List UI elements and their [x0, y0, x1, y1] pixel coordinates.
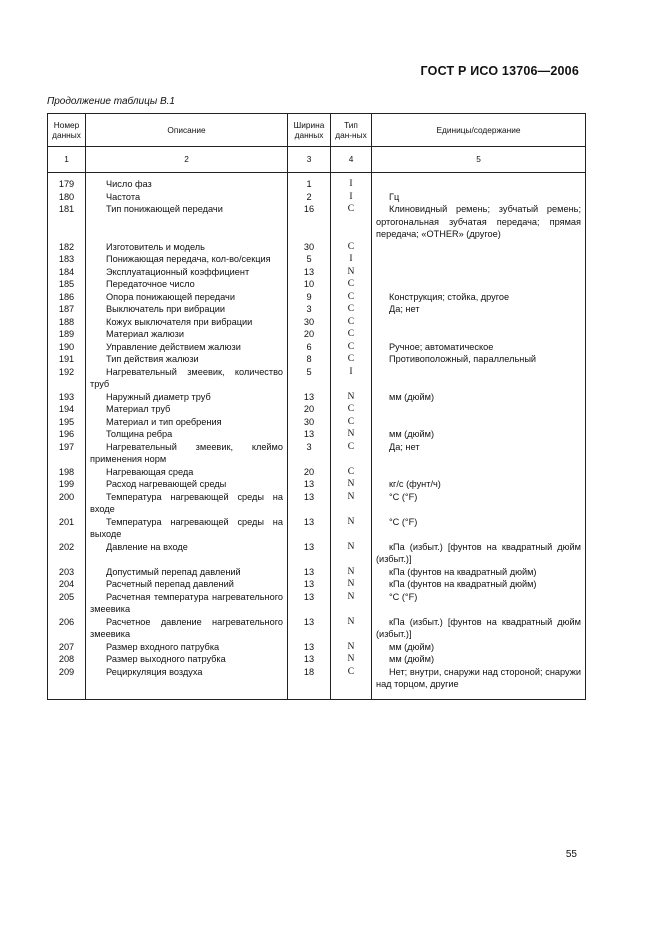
row-units: Конструкция; стойка, другое: [372, 291, 586, 304]
row-number: 196: [48, 428, 86, 441]
row-type: N: [331, 428, 372, 441]
row-units: [372, 416, 586, 429]
row-description: Нагревательный змеевик, количество труб: [86, 366, 288, 391]
header-type: Тип дан-ных: [331, 114, 372, 147]
row-width: 30: [288, 241, 331, 254]
row-number: 209: [48, 666, 86, 700]
row-description: Расчетная температура нагревательного змеевика: [86, 591, 288, 616]
row-width: 13: [288, 391, 331, 404]
row-type: C: [331, 341, 372, 354]
row-units: Клиновидный ремень; зубчатый ремень; ортогональная зубчатая передача; прямая передача; «OTHER» (другое): [372, 203, 586, 241]
row-type: I: [331, 191, 372, 204]
row-number: 186: [48, 291, 86, 304]
row-type: N: [331, 478, 372, 491]
table-row: [48, 328, 586, 341]
row-type: I: [331, 178, 372, 191]
table-row: [48, 516, 586, 541]
row-number: 193: [48, 391, 86, 404]
header-row: [48, 114, 586, 147]
row-description: Число фаз: [86, 178, 288, 191]
row-width: 30: [288, 416, 331, 429]
row-number: 200: [48, 491, 86, 516]
column-number: 2: [86, 147, 288, 173]
table-row: [48, 478, 586, 491]
table-row: [48, 303, 586, 316]
row-description: Кожух выключателя при вибрации: [86, 316, 288, 329]
row-units: [372, 278, 586, 291]
row-units: °C (°F): [372, 516, 586, 541]
table-row: [48, 353, 586, 366]
row-units: мм (дюйм): [372, 391, 586, 404]
column-number: 1: [48, 147, 86, 173]
row-number: 190: [48, 341, 86, 354]
row-width: 13: [288, 491, 331, 516]
row-type: C: [331, 278, 372, 291]
row-width: 1: [288, 178, 331, 191]
row-type: N: [331, 516, 372, 541]
row-width: 18: [288, 666, 331, 700]
row-number: 201: [48, 516, 86, 541]
table-row: [48, 616, 586, 641]
row-number: 187: [48, 303, 86, 316]
row-description: Материал и тип оребрения: [86, 416, 288, 429]
row-units: [372, 466, 586, 479]
row-type: C: [331, 203, 372, 241]
row-type: C: [331, 291, 372, 304]
row-width: 13: [288, 578, 331, 591]
row-description: Толщина ребра: [86, 428, 288, 441]
row-width: 5: [288, 366, 331, 391]
data-table: [47, 113, 586, 700]
row-description: Температура нагревающей среды на выходе: [86, 516, 288, 541]
row-width: 13: [288, 516, 331, 541]
row-type: C: [331, 403, 372, 416]
row-units: мм (дюйм): [372, 653, 586, 666]
row-type: N: [331, 616, 372, 641]
row-number: 197: [48, 441, 86, 466]
table-row: [48, 366, 586, 391]
table-row: [48, 653, 586, 666]
row-description: Материал труб: [86, 403, 288, 416]
row-units: кПа (фунтов на квадратный дюйм): [372, 566, 586, 579]
table-row: [48, 591, 586, 616]
row-width: 3: [288, 303, 331, 316]
row-number: 192: [48, 366, 86, 391]
row-number: 206: [48, 616, 86, 641]
row-width: 5: [288, 253, 331, 266]
row-units: кПа (избыт.) [фунтов на квадратный дюйм (избыт.)]: [372, 541, 586, 566]
row-number: 181: [48, 203, 86, 241]
row-number: 191: [48, 353, 86, 366]
row-type: N: [331, 653, 372, 666]
row-type: N: [331, 541, 372, 566]
row-type: C: [331, 303, 372, 316]
row-number: 194: [48, 403, 86, 416]
row-type: N: [331, 566, 372, 579]
row-width: 2: [288, 191, 331, 204]
row-units: [372, 266, 586, 279]
table-row: [48, 316, 586, 329]
table-row: [48, 641, 586, 654]
row-number: 182: [48, 241, 86, 254]
row-description: Материал жалюзи: [86, 328, 288, 341]
header-num: Номер данных: [48, 114, 86, 147]
row-number: 179: [48, 178, 86, 191]
row-type: N: [331, 491, 372, 516]
row-type: C: [331, 666, 372, 700]
row-number: 184: [48, 266, 86, 279]
table-row: [48, 253, 586, 266]
row-description: Допустимый перепад давлений: [86, 566, 288, 579]
row-description: Тип действия жалюзи: [86, 353, 288, 366]
row-type: N: [331, 391, 372, 404]
row-number: 199: [48, 478, 86, 491]
row-type: C: [331, 316, 372, 329]
row-number: 208: [48, 653, 86, 666]
table-header: [48, 114, 586, 173]
row-width: 13: [288, 591, 331, 616]
table-row: [48, 278, 586, 291]
table-row: [48, 178, 586, 191]
table-row: [48, 428, 586, 441]
row-number: 202: [48, 541, 86, 566]
row-units: Да; нет: [372, 303, 586, 316]
row-type: C: [331, 416, 372, 429]
row-width: 13: [288, 266, 331, 279]
table-row: [48, 241, 586, 254]
row-description: Наружный диаметр труб: [86, 391, 288, 404]
table-row: [48, 341, 586, 354]
row-description: Частота: [86, 191, 288, 204]
table-row: [48, 441, 586, 466]
table-caption: Продолжение таблицы В.1: [47, 96, 175, 107]
row-description: Расчетное давление нагревательного змеевика: [86, 616, 288, 641]
page-number: 55: [565, 849, 577, 860]
row-description: Нагревательный змеевик, клеймо применения норм: [86, 441, 288, 466]
row-type: C: [331, 441, 372, 466]
table-row: [48, 291, 586, 304]
row-description: Понижающая передача, кол-во/секция: [86, 253, 288, 266]
row-description: Давление на входе: [86, 541, 288, 566]
row-type: I: [331, 253, 372, 266]
row-units: °C (°F): [372, 491, 586, 516]
row-description: Размер входного патрубка: [86, 641, 288, 654]
row-number: 195: [48, 416, 86, 429]
row-description: Тип понижающей передачи: [86, 203, 288, 241]
table-row: [48, 666, 586, 700]
row-units: [372, 403, 586, 416]
row-units: мм (дюйм): [372, 641, 586, 654]
row-type: N: [331, 266, 372, 279]
row-units: [372, 328, 586, 341]
row-number: 198: [48, 466, 86, 479]
table-row: [48, 541, 586, 566]
row-width: 10: [288, 278, 331, 291]
row-type: C: [331, 353, 372, 366]
row-width: 16: [288, 203, 331, 241]
column-number: 3: [288, 147, 331, 173]
row-description: Изготовитель и модель: [86, 241, 288, 254]
row-description: Расход нагревающей среды: [86, 478, 288, 491]
table-row: [48, 391, 586, 404]
row-units: кПа (фунтов на квадратный дюйм): [372, 578, 586, 591]
row-description: Размер выходного патрубка: [86, 653, 288, 666]
row-width: 13: [288, 428, 331, 441]
row-type: N: [331, 641, 372, 654]
row-description: Выключатель при вибрации: [86, 303, 288, 316]
row-number: 183: [48, 253, 86, 266]
row-units: мм (дюйм): [372, 428, 586, 441]
row-number: 188: [48, 316, 86, 329]
row-units: [372, 241, 586, 254]
row-units: Гц: [372, 191, 586, 204]
row-type: N: [331, 591, 372, 616]
table-row: [48, 203, 586, 241]
row-description: Нагревающая среда: [86, 466, 288, 479]
row-units: [372, 178, 586, 191]
table-row: [48, 416, 586, 429]
column-number: 4: [331, 147, 372, 173]
row-description: Эксплуатационный коэффициент: [86, 266, 288, 279]
row-type: C: [331, 241, 372, 254]
header-width: Ширина данных: [288, 114, 331, 147]
row-units: Нет; внутри, снаружи над стороной; снаружи над торцом, другие: [372, 666, 586, 700]
table-row: [48, 266, 586, 279]
row-number: 204: [48, 578, 86, 591]
row-width: 13: [288, 616, 331, 641]
row-number: 180: [48, 191, 86, 204]
standard-title: ГОСТ Р ИСО 13706—2006: [420, 64, 579, 78]
row-units: Противоположный, параллельный: [372, 353, 586, 366]
row-number: 189: [48, 328, 86, 341]
row-width: 13: [288, 478, 331, 491]
row-units: [372, 253, 586, 266]
row-width: 9: [288, 291, 331, 304]
row-type: C: [331, 466, 372, 479]
row-units: кПа (избыт.) [фунтов на квадратный дюйм (избыт.)]: [372, 616, 586, 641]
row-width: 20: [288, 466, 331, 479]
table-row: [48, 466, 586, 479]
row-number: 205: [48, 591, 86, 616]
row-width: 20: [288, 328, 331, 341]
row-width: 30: [288, 316, 331, 329]
row-width: 13: [288, 566, 331, 579]
row-units: Да; нет: [372, 441, 586, 466]
row-width: 13: [288, 641, 331, 654]
row-description: Передаточное число: [86, 278, 288, 291]
row-units: Ручное; автоматическое: [372, 341, 586, 354]
row-units: кг/с (фунт/ч): [372, 478, 586, 491]
column-number: 5: [372, 147, 586, 173]
row-description: Опора понижающей передачи: [86, 291, 288, 304]
row-type: C: [331, 328, 372, 341]
column-number-row: [48, 147, 586, 173]
row-description: Управление действием жалюзи: [86, 341, 288, 354]
table-row: [48, 578, 586, 591]
row-width: 13: [288, 653, 331, 666]
table-row: [48, 403, 586, 416]
row-number: 203: [48, 566, 86, 579]
row-type: N: [331, 578, 372, 591]
row-number: 185: [48, 278, 86, 291]
table-row: [48, 191, 586, 204]
table-body: [48, 173, 586, 700]
row-units: [372, 366, 586, 391]
row-width: 3: [288, 441, 331, 466]
row-units: [372, 316, 586, 329]
row-width: 20: [288, 403, 331, 416]
row-width: 8: [288, 353, 331, 366]
row-width: 6: [288, 341, 331, 354]
row-description: Рециркуляция воздуха: [86, 666, 288, 700]
table-row: [48, 491, 586, 516]
row-number: 207: [48, 641, 86, 654]
row-type: I: [331, 366, 372, 391]
row-units: °C (°F): [372, 591, 586, 616]
row-description: Расчетный перепад давлений: [86, 578, 288, 591]
header-description: Описание: [86, 114, 288, 147]
header-units: Единицы/содержание: [372, 114, 586, 147]
row-description: Температура нагревающей среды на входе: [86, 491, 288, 516]
row-width: 13: [288, 541, 331, 566]
table-row: [48, 566, 586, 579]
